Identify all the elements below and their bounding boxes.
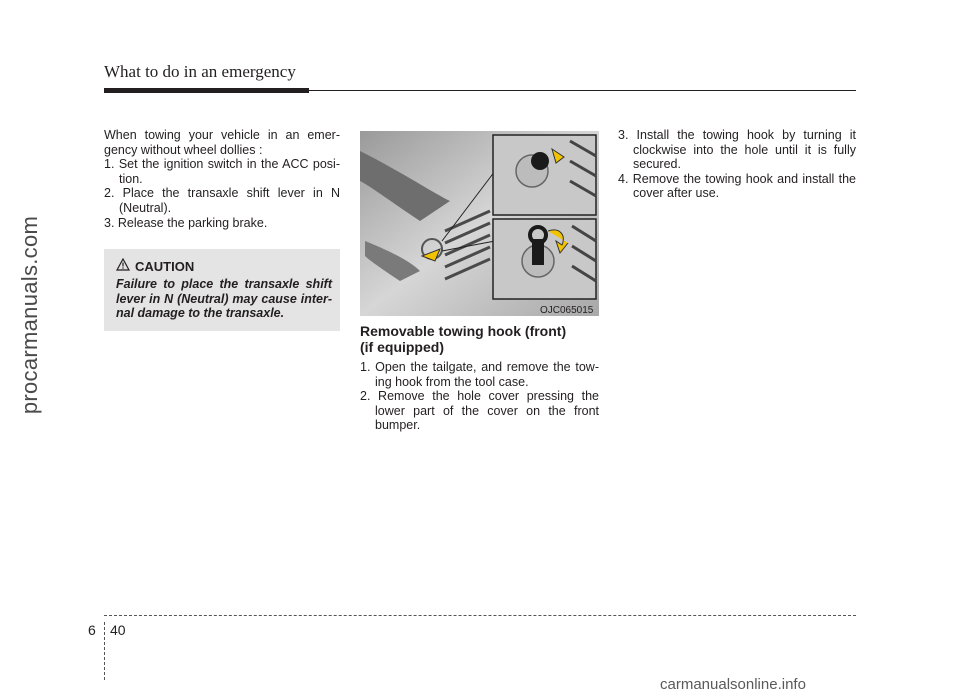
bumper-drawing <box>360 131 599 316</box>
chapter-number: 6 <box>88 622 96 638</box>
left-column <box>104 128 340 230</box>
side-watermark <box>8 150 52 480</box>
footer-rule <box>104 615 856 616</box>
middle-step-1: 1. Open the tailgate, and remove the tow-ing hook from the tool case. <box>360 360 599 389</box>
intro-text: When towing your vehicle in an emer-gency without wheel dollies : <box>104 128 340 157</box>
figure-code: OJC065015 <box>540 305 594 316</box>
footer-divider <box>104 622 105 680</box>
section-title: What to do in an emergency <box>104 62 296 81</box>
page-number: 40 <box>110 622 126 638</box>
header-rule <box>104 90 856 91</box>
right-step-3: 3. Install the towing hook by turning it clockwise into the hole until it is fully secured. <box>618 128 856 172</box>
right-step-4: 4. Remove the towing hook and install the cover after use. <box>618 171 856 201</box>
heading-line-2: (if equipped) <box>360 339 444 355</box>
middle-step-2: 2. Remove the hole cover pressing the lower part of the cover on the front bumper. <box>360 389 599 433</box>
middle-column <box>360 360 599 433</box>
right-column <box>618 128 856 201</box>
left-step-3: 3. Release the parking brake. <box>104 215 268 230</box>
caution-title: CAUTION <box>135 259 195 274</box>
warning-icon <box>116 258 130 271</box>
side-watermark-text: procarmanuals.com <box>17 215 42 415</box>
left-step-1: 1. Set the ignition switch in the ACC posi-tion. <box>104 157 340 186</box>
caution-text: Failure to place the transaxle shift lever in N (Neutral) may cause inter-nal damage to the transaxle. <box>116 277 332 321</box>
towing-hook-illustration <box>360 131 599 316</box>
bottom-watermark: carmanualsonline.info <box>660 676 806 693</box>
left-step-2: 2. Place the transaxle shift lever in N (Neutral). <box>104 186 340 215</box>
heading-line-1: Removable towing hook (front) <box>360 323 567 339</box>
towing-hook-heading <box>360 323 566 355</box>
